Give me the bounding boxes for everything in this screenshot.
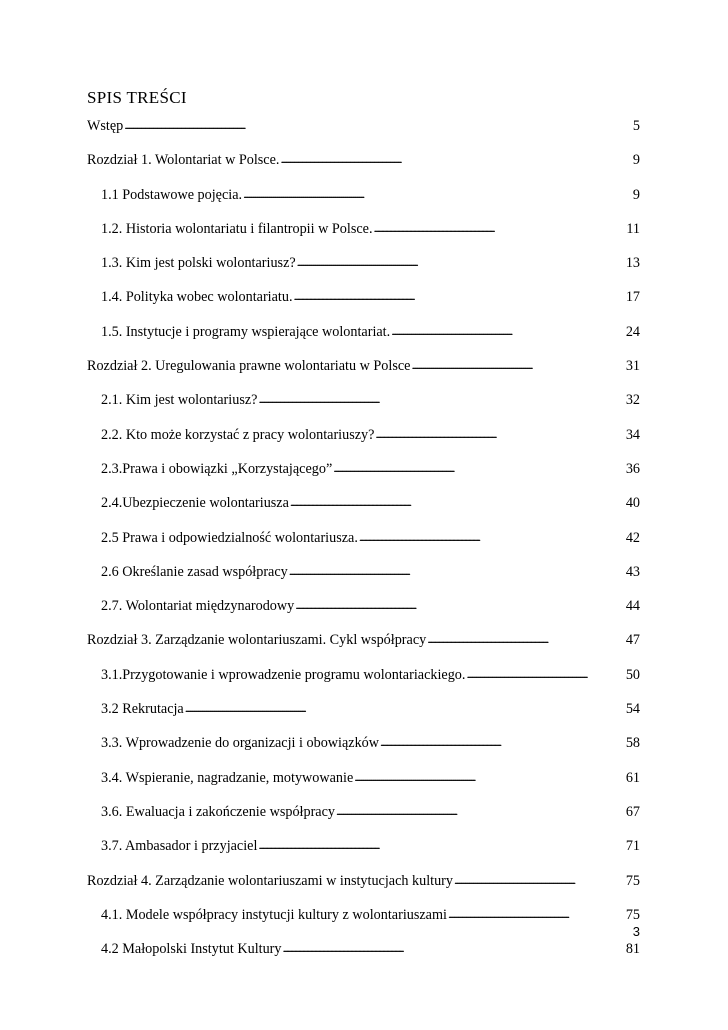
toc-entry-label: 1.3. Kim jest polski wolontariusz? [101,255,296,272]
toc-entry-page: 36 [625,460,640,477]
table-of-contents [87,118,640,975]
dot-leader [280,151,631,168]
toc-chapter-entry[interactable] [87,152,640,186]
toc-subentry[interactable] [87,187,640,221]
toc-entry-page: 50 [625,666,640,683]
dot-leader [297,254,625,271]
toc-entry-label: 2.4.Ubezpieczenie wolontariusza [101,495,289,512]
toc-subentry[interactable] [87,392,640,426]
toc-entry-page: 17 [625,289,640,306]
dot-leader [454,872,625,889]
toc-entry-label: 2.6 Określanie zasad współpracy [101,563,288,580]
toc-entry-page: 24 [625,323,640,340]
toc-entry-page: 32 [625,392,640,409]
toc-entry-page: 34 [625,426,640,443]
toc-entry-page: 9 [632,152,640,169]
toc-entry-label: Rozdział 1. Wolontariat w Polsce. [87,152,280,169]
toc-entry-page: 75 [625,872,640,889]
dot-leader [283,940,625,957]
dot-leader [427,631,625,648]
page-number: 3 [632,924,640,939]
toc-entry-label: Rozdział 2. Uregulowania prawne wolontariatu w Polsce [87,358,411,375]
toc-entry-page: 11 [626,220,640,237]
toc-entry-label: Wstęp [87,118,124,134]
toc-entry-label: Rozdział 3. Zarządzanie wolontariuszami. Cykl współpracy [87,632,427,649]
dot-leader [295,597,625,614]
dot-leader [466,666,624,683]
toc-entry-label: 4.1. Modele współpracy instytucji kultury z wolontariuszami [101,906,447,923]
toc-subentry[interactable] [87,221,640,255]
dot-leader [258,837,624,854]
toc-entry-page: 5 [632,118,640,134]
toc-entry-page: 75 [625,906,640,923]
dot-leader [448,906,625,923]
toc-entry-page: 42 [625,529,640,546]
dot-leader [333,460,625,477]
toc-subentry[interactable] [87,530,640,564]
toc-title: SPIS TREŚCI [87,88,187,107]
toc-subentry[interactable] [87,907,640,941]
toc-entry-label: 3.3. Wprowadzenie do organizacji i obowiązków [101,735,380,752]
toc-entry-label: Rozdział 4. Zarządzanie wolontariuszami w instytucjach kultury [87,872,453,889]
dot-leader [374,220,626,237]
dot-leader [359,529,625,546]
toc-chapter-entry[interactable] [87,118,640,152]
dot-leader [411,357,624,374]
dot-leader [294,288,625,305]
toc-entry-label: 3.6. Ewaluacja i zakończenie współpracy [101,803,335,820]
toc-entry-label: 2.1. Kim jest wolontariusz? [101,392,258,409]
toc-entry-page: 43 [625,563,640,580]
toc-entry-page: 13 [625,255,640,272]
toc-entry-page: 61 [625,769,640,786]
toc-chapter-entry[interactable] [87,358,640,392]
toc-entry-label: 3.7. Ambasador i przyjaciel [101,838,258,855]
dot-leader [258,391,624,408]
toc-entry-label: 1.2. Historia wolontariatu i filantropii w Polsce. [101,220,373,237]
toc-entry-page: 58 [625,735,640,752]
toc-entry-page: 47 [625,632,640,649]
dot-leader [380,734,625,751]
toc-subentry[interactable] [87,701,640,735]
toc-subentry[interactable] [87,770,640,804]
toc-subentry[interactable] [87,735,640,769]
toc-entry-page: 54 [625,701,640,718]
toc-subentry[interactable] [87,495,640,529]
toc-entry-page: 44 [625,598,640,615]
toc-entry-label: 2.2. Kto może korzystać z pracy wolontariuszy? [101,426,375,443]
toc-entry-label: 3.2 Rekrutacja [101,701,184,718]
toc-entry-page: 71 [625,838,640,855]
dot-leader [185,700,625,717]
toc-entry-label: 4.2 Małopolski Instytut Kultury [101,941,282,958]
toc-entry-page: 81 [625,941,640,958]
toc-entry-label: 2.5 Prawa i odpowiedzialność wolontariusza. [101,529,358,546]
toc-subentry[interactable] [87,564,640,598]
toc-entry-label: 3.1.Przygotowanie i wprowadzenie programu wolontariackiego. [101,666,466,683]
dot-leader [391,323,625,340]
dot-leader [336,803,625,820]
toc-subentry[interactable] [87,667,640,701]
toc-entry-page: 67 [625,803,640,820]
toc-subentry[interactable] [87,804,640,838]
toc-entry-page: 40 [625,495,640,512]
toc-chapter-entry[interactable] [87,632,640,666]
toc-subentry[interactable] [87,941,640,975]
dot-leader [290,494,625,511]
toc-subentry[interactable] [87,838,640,872]
dot-leader [124,117,632,134]
toc-chapter-entry[interactable] [87,873,640,907]
toc-entry-page: 9 [632,186,640,203]
toc-entry-label: 1.1 Podstawowe pojęcia. [101,186,243,203]
toc-subentry[interactable] [87,598,640,632]
toc-entry-label: 2.3.Prawa i obowiązki „Korzystającego” [101,460,333,477]
dot-leader [375,426,624,443]
toc-subentry[interactable] [87,324,640,358]
toc-subentry[interactable] [87,427,640,461]
dot-leader [289,563,625,580]
toc-entry-label: 1.4. Polityka wobec wolontariatu. [101,289,293,306]
toc-entry-label: 3.4. Wspieranie, nagradzanie, motywowanie [101,769,354,786]
toc-subentry[interactable] [87,461,640,495]
toc-subentry[interactable] [87,289,640,323]
toc-subentry[interactable] [87,255,640,289]
dot-leader [354,769,625,786]
dot-leader [243,186,632,203]
toc-entry-page: 31 [625,358,640,375]
toc-entry-label: 1.5. Instytucje i programy wspierające wolontariat. [101,323,391,340]
toc-entry-label: 2.7. Wolontariat międzynarodowy [101,598,295,615]
